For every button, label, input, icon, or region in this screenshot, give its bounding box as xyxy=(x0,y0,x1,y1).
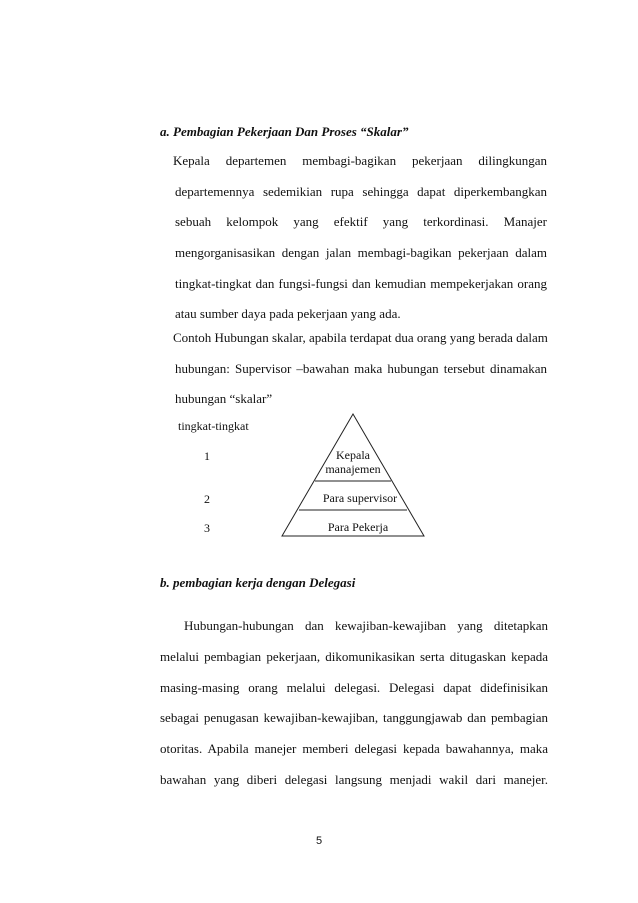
para1-line-5: tingkat-tingkat dan fungsi-fungsi dan kemudian mempekerjakan orang xyxy=(175,276,547,291)
tier-3-label: Para Pekerja xyxy=(327,520,389,534)
para3-line-3: masing-masing orang melalui delegasi. Delegasi dapat didefinisikan xyxy=(160,680,548,695)
para1-line-4: mengorganisasikan dengan jalan membagi-bagikan pekerjaan dalam xyxy=(175,245,547,260)
level-number-2: 2 xyxy=(204,492,210,506)
levels-label: tingkat-tingkat xyxy=(178,419,249,433)
tier-1-label-line-1: Kepala xyxy=(336,448,370,462)
para3-line-1: Hubungan-hubungan dan kewajiban-kewajiban yang ditetapkan xyxy=(184,618,548,633)
para2-line-1: Contoh Hubungan skalar, apabila terdapat dua orang yang berada dalam xyxy=(173,330,548,345)
section-b-heading: b. pembagian kerja dengan Delegasi xyxy=(160,575,356,590)
para1-line-2: departemennya sedemikian rupa sehingga dapat diperkembangkan xyxy=(175,184,547,199)
para2-line-2: hubungan: Supervisor –bawahan maka hubungan tersebut dinamakan xyxy=(175,361,547,376)
section-a-heading: a. Pembagian Pekerjaan Dan Proses “Skalar” xyxy=(160,124,409,139)
para2-line-3: hubungan “skalar” xyxy=(175,391,273,406)
para1-line-6: atau sumber daya pada pekerjaan yang ada. xyxy=(175,306,401,321)
para3-line-2: melalui pembagian pekerjaan, dikomunikasikan serta ditugaskan kepada xyxy=(160,649,548,664)
para1-line-1: Kepala departemen membagi-bagikan pekerjaan dilingkungan xyxy=(173,153,547,168)
level-number-3: 3 xyxy=(204,521,210,535)
page-number: 5 xyxy=(315,835,323,847)
tier-1-label-line-2: manajemen xyxy=(325,462,381,476)
para3-line-6: bawahan yang diberi delegasi langsung menjadi wakil dari manejer. xyxy=(160,772,548,787)
level-number-1: 1 xyxy=(204,449,210,463)
para3-line-4: sebagai penugasan kewajiban-kewajiban, tanggungjawab dan pembagian xyxy=(160,710,548,725)
para3-line-5: otoritas. Apabila manejer memberi delegasi kepada bawahannya, maka xyxy=(160,741,548,756)
para1-line-3: sebuah kelompok yang efektif yang terkordinasi. Manajer xyxy=(175,214,547,229)
tier-2-label: Para supervisor xyxy=(322,491,398,505)
